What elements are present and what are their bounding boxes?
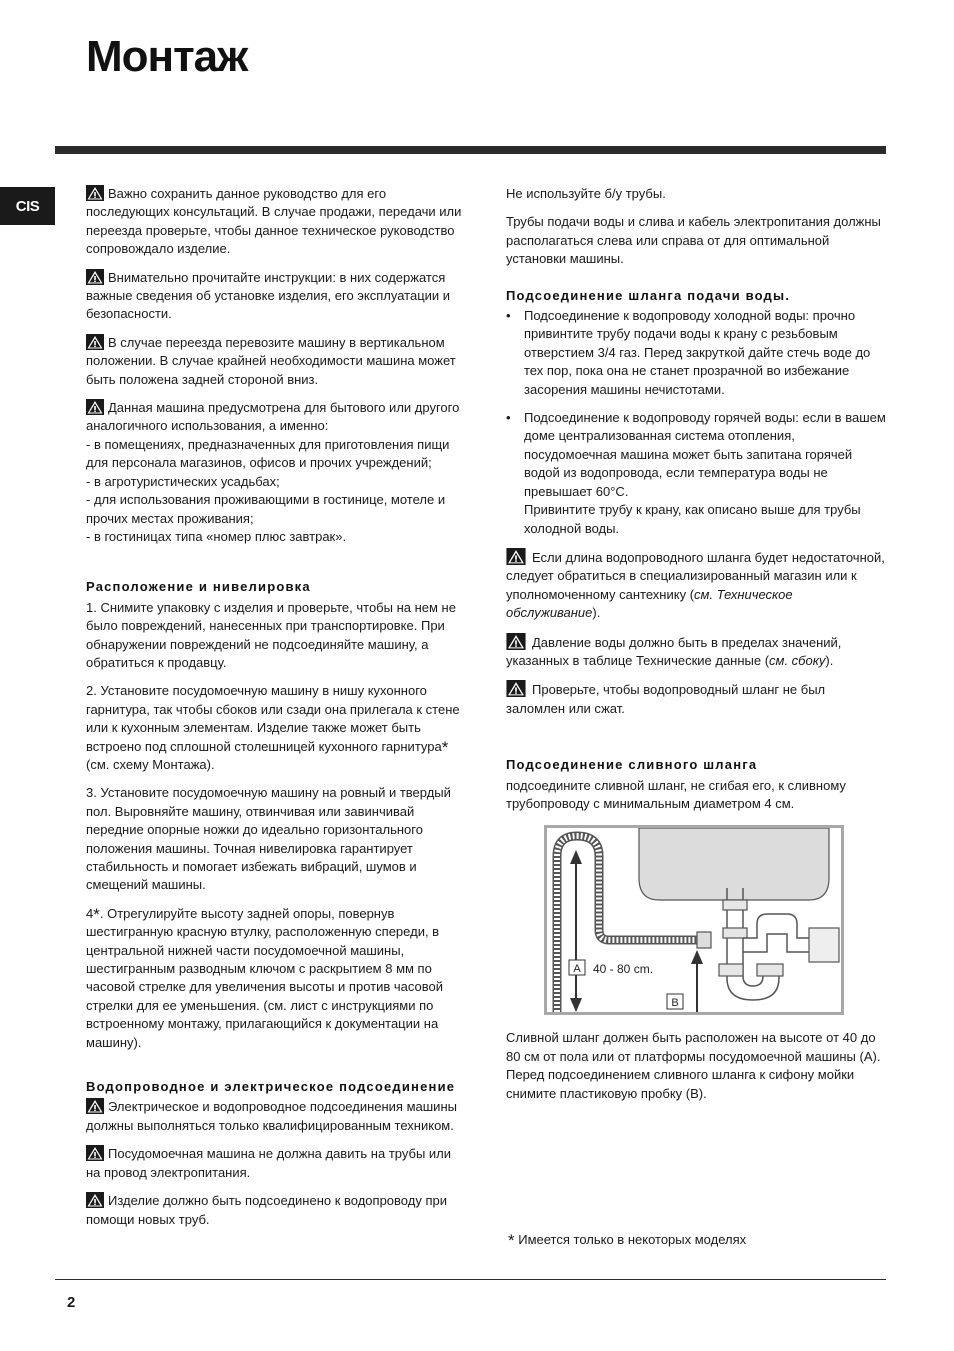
warning-paragraph: Изделие должно быть подсоединено к водопроводу при помощи новых труб. (86, 1193, 447, 1227)
text-paragraph: Не используйте б/у трубы. (506, 186, 666, 201)
warning-paragraph: Электрическое и водопроводное подсоединения машины должны выполняться только квалифицированным техником. (86, 1099, 457, 1133)
page-title: Монтаж (86, 32, 248, 81)
warning-paragraph: Давление воды должно быть в пределах значений, указанных в таблице Технические данные (см. сбоку). (506, 634, 842, 668)
left-column (86, 185, 466, 1239)
top-divider (55, 146, 886, 154)
bullet-item: • Подсоединение к водопроводу горячей воды: если в вашем доме централизованная система отопления, посудомоечная машина может быть запитана горячей водой из водопровода, если температура воды не превышает 60°C. Привинтите трубу к крану, как описано выше для трубы холодной воды. (506, 410, 886, 536)
arrow-head-up (570, 850, 582, 864)
section-heading-inlet: Подсоединение шланга подачи воды. (506, 287, 791, 303)
warning-paragraph: Посудомоечная машина не должна давить на трубы или на провод электропитания. (86, 1146, 452, 1180)
usage-line: - для использования проживающими в гостинице, мотеле и прочих местах проживания; (86, 492, 446, 526)
label-b: B (671, 997, 679, 1010)
warning-paragraph: В случае переезда перевозите машину в вертикальном положении. В случае крайней необходимости машина может быть положена задней стороной вниз. (86, 334, 456, 387)
text-paragraph: Трубы подачи воды и слива и кабель электропитания должны располагаться слева или справа от для оптимальной установки машины. (506, 214, 881, 267)
warning-paragraph: Внимательно прочитайте инструкции: в них содержатся важные сведения об установке изделия, его эксплуатации и безопасности. (86, 269, 451, 322)
height-range-label: 40 - 80 cm. (593, 962, 654, 977)
section-heading-placement: Расположение и нивелировка (86, 579, 311, 595)
warning-icon (506, 548, 526, 565)
footnote: * Имеется только в некоторых моделях (508, 1231, 747, 1250)
step-paragraph: 4*. Отрегулируйте высоту задней опоры, повернув шестигранную красную втулку, расположенную спереди, в центральной нижней части посудомоечной машины, шестигранным разводным ключом с раскрытием 8 мм по часовой стрелке для увеличения высоты и против часовой стрелки для ее уменьшения. (см. лист с инструкциями по встроенному монтажу, прилагающийся к документации на машину). (86, 904, 444, 1050)
bullet-dot: • (506, 308, 511, 324)
wall-pipe (809, 928, 839, 962)
trap-nut (757, 964, 783, 976)
siphon-nut (723, 928, 747, 938)
arrow-head-down (570, 998, 582, 1012)
drain-hose-figure (544, 825, 844, 1015)
warning-paragraph: Если длина водопроводного шланга будет недостаточной, следует обратиться в специализированный магазин или к уполномоченному сантехнику (см. Техническое обслуживание). (506, 549, 885, 621)
asterisk-mark: * (93, 904, 100, 924)
warning-icon (86, 1098, 104, 1114)
usage-line: - в агротуристических усадьбах; (86, 473, 280, 489)
language-tab: CIS (0, 187, 55, 225)
right-column (506, 185, 886, 1113)
text-paragraph: подсоедините сливной шланг, не сгибая его, к сливному трубопроводу с минимальным диаметром 4 см. (506, 777, 846, 811)
usage-line: - в помещениях, предназначенных для приготовления пищи для персонала магазинов, офисов и прочих учреждений; (86, 436, 450, 471)
asterisk-mark: * (508, 1231, 515, 1250)
sink-basin (639, 828, 829, 900)
page-number: 2 (67, 1294, 76, 1311)
warning-paragraph: Данная машина предусмотрена для бытового или другого аналогичного использования, а именно: - в помещениях, предназначенных для приготовления пищи для персонала магазинов, офисов и прочих учреждений; - в агротуристических усадьбах; - для использования проживающими в гостинице, мотеле и прочих местах проживания; - в гостиницах типа «номер плюс завтрак». (86, 399, 466, 546)
siphon-nut (723, 900, 747, 910)
bullet-dot: • (506, 410, 511, 426)
warning-icon (86, 269, 104, 285)
warning-icon (86, 1192, 104, 1208)
section-heading-connection: Водопроводное и электрическое подсоединение (86, 1079, 456, 1095)
warning-icon (86, 1145, 104, 1161)
bullet-item: • Подсоединение к водопроводу холодной воды: прочно привинтите трубу подачи воды к крану с резьбовым отверстием 3/4 газ. Перед закруткой дайте стечь воде до тех пор, пока она не станет прозрачной во избежание засорения машины нечистотами. (506, 308, 871, 397)
usage-line: - в гостиницах типа «номер плюс завтрак». (86, 528, 347, 544)
hose-connector (697, 932, 711, 948)
label-a: A (573, 963, 581, 976)
warning-paragraph: Важно сохранить данное руководство для его последующих консультаций. В случае продажи, передачи или переезда проверьте, чтобы данное техническое руководство сопровождало изделие. (86, 186, 462, 257)
step-paragraph: 2. Установите посудомоечную машину в нишу кухонного гарнитура, так чтобы сбоков или сзади она прилегала к стене или к кухонным элементам. Изделие также может быть встроено под сплошной столешницей кухонного гарнитура* (см. схему Монтажа). (86, 683, 460, 772)
warning-icon (506, 680, 526, 697)
warning-paragraph: Проверьте, чтобы водопроводный шланг не был заломлен или сжат. (506, 682, 826, 716)
trap-nut (719, 964, 743, 976)
section-heading-drain: Подсоединение сливного шланга (506, 757, 758, 773)
drain-diagram (547, 828, 841, 1012)
warning-icon (86, 399, 104, 415)
warning-icon (86, 334, 104, 350)
text-paragraph: Сливной шланг должен быть расположен на высоте от 40 до 80 см от пола или от платформы посудомоечной машины (А). Перед подсоединением сливного шланга к сифону мойки снимите пластиковую пробку (В). (506, 1030, 881, 1101)
bottom-divider (55, 1279, 886, 1280)
warning-icon (506, 633, 526, 650)
asterisk-mark: * (441, 737, 449, 757)
warning-icon (86, 185, 104, 201)
plug-arrow-head (691, 950, 703, 964)
step-paragraph: 1. Снимите упаковку с изделия и проверьте, чтобы на нем не было повреждений, нанесенных при транспортировке. При обнаружении повреждений не подсоединяйте машину, а обратиться к продавцу. (86, 599, 456, 670)
step-paragraph: 3. Установите посудомоечную машину на ровный и твердый пол. Выровняйте машину, отвинчивая или завинчивай передние опорные ножки до идеально горизонтального положения машины. Точная нивелировка гарантирует стабильность и помогает избежать вибраций, шумов и смещений машины. (86, 785, 451, 893)
